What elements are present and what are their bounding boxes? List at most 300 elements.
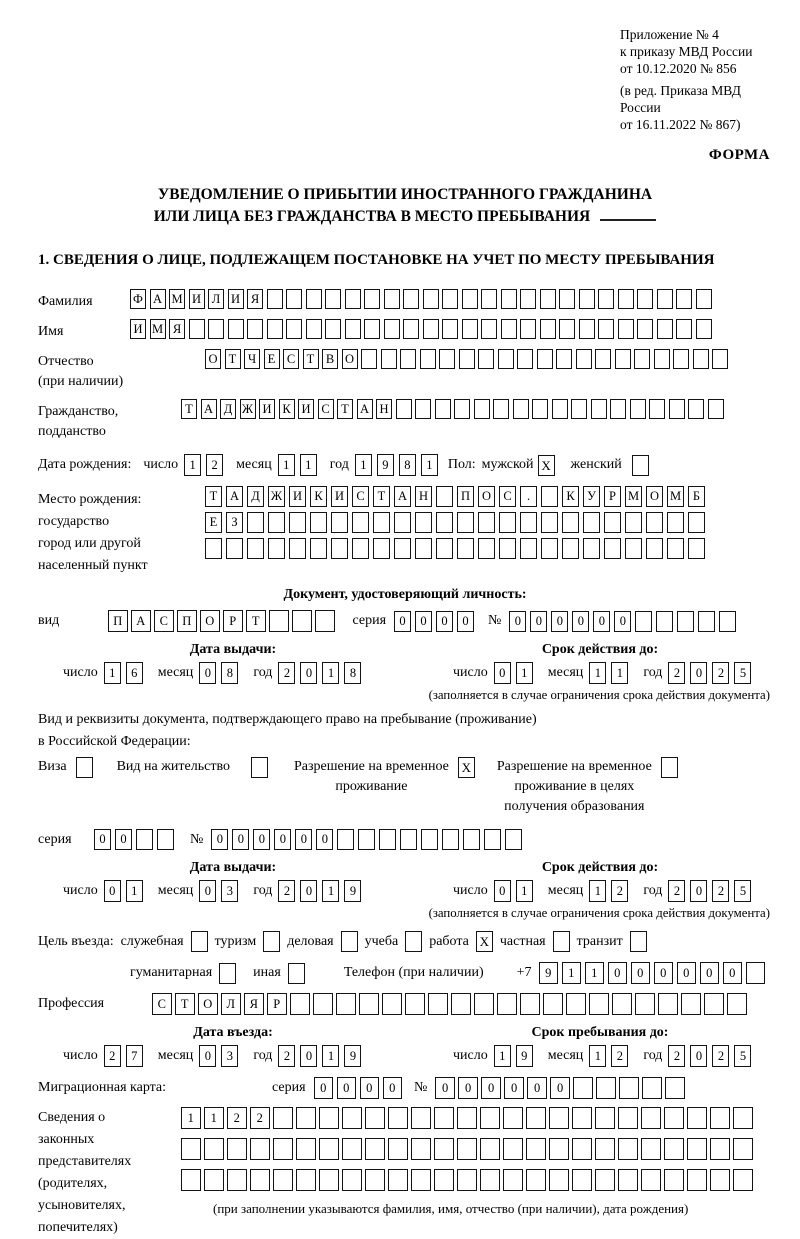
char-cell[interactable]: С xyxy=(152,993,172,1015)
char-cell[interactable] xyxy=(612,993,632,1015)
char-cell[interactable]: 9 xyxy=(344,880,361,902)
char-cell[interactable] xyxy=(462,319,478,339)
char-cell[interactable]: 0 xyxy=(494,880,511,902)
char-cell[interactable]: 2 xyxy=(611,880,628,902)
char-cell[interactable]: К xyxy=(562,486,579,507)
char-cell[interactable] xyxy=(269,610,289,632)
char-cell[interactable] xyxy=(358,829,375,850)
char-cell[interactable] xyxy=(583,512,600,533)
char-cell[interactable] xyxy=(310,538,327,559)
char-cell[interactable] xyxy=(687,1169,707,1191)
char-cell[interactable]: 2 xyxy=(278,662,295,684)
char-cell[interactable] xyxy=(596,1077,616,1099)
char-cell[interactable] xyxy=(484,829,501,850)
char-cell[interactable] xyxy=(352,512,369,533)
char-cell[interactable] xyxy=(373,538,390,559)
char-cell[interactable] xyxy=(423,289,439,309)
char-cell[interactable] xyxy=(618,1138,638,1160)
char-cell[interactable]: Д xyxy=(247,486,264,507)
char-cell[interactable] xyxy=(411,1138,431,1160)
char-cell[interactable]: 2 xyxy=(250,1107,270,1129)
char-cell[interactable] xyxy=(520,512,537,533)
char-cell[interactable]: 9 xyxy=(344,1045,361,1067)
char-cell[interactable] xyxy=(290,993,310,1015)
char-cell[interactable]: Т xyxy=(181,399,197,419)
char-cell[interactable] xyxy=(268,512,285,533)
char-cell[interactable]: 2 xyxy=(611,1045,628,1067)
char-cell[interactable] xyxy=(462,289,478,309)
char-cell[interactable]: 0 xyxy=(550,1077,570,1099)
char-cell[interactable] xyxy=(267,319,283,339)
char-cell[interactable] xyxy=(481,319,497,339)
char-cell[interactable] xyxy=(520,538,537,559)
char-cell[interactable]: М xyxy=(150,319,166,339)
char-cell[interactable]: 1 xyxy=(322,880,339,902)
char-cell[interactable]: 0 xyxy=(723,962,743,984)
char-cell[interactable]: О xyxy=(478,486,495,507)
char-cell[interactable] xyxy=(342,1169,362,1191)
char-cell[interactable] xyxy=(733,1169,753,1191)
char-cell[interactable]: А xyxy=(394,486,411,507)
char-cell[interactable] xyxy=(365,1169,385,1191)
char-cell[interactable]: 0 xyxy=(199,880,216,902)
char-cell[interactable]: 0 xyxy=(593,611,610,632)
char-cell[interactable]: П xyxy=(457,486,474,507)
char-cell[interactable] xyxy=(181,1138,201,1160)
char-cell[interactable] xyxy=(696,319,712,339)
char-cell[interactable]: 1 xyxy=(589,1045,606,1067)
char-cell[interactable] xyxy=(208,319,224,339)
char-cell[interactable] xyxy=(434,1169,454,1191)
sex-male-checkbox[interactable]: X xyxy=(538,455,555,476)
char-cell[interactable] xyxy=(289,538,306,559)
char-cell[interactable] xyxy=(247,538,264,559)
char-cell[interactable]: А xyxy=(226,486,243,507)
char-cell[interactable]: И xyxy=(298,399,314,419)
char-cell[interactable] xyxy=(439,349,455,369)
char-cell[interactable]: И xyxy=(130,319,146,339)
char-cell[interactable] xyxy=(708,399,724,419)
char-cell[interactable]: 0 xyxy=(104,880,121,902)
char-cell[interactable] xyxy=(646,538,663,559)
char-cell[interactable]: 0 xyxy=(295,829,312,850)
char-cell[interactable]: М xyxy=(169,289,185,309)
char-cell[interactable]: 1 xyxy=(611,662,628,684)
char-cell[interactable]: 0 xyxy=(383,1077,403,1099)
char-cell[interactable]: 0 xyxy=(527,1077,547,1099)
char-cell[interactable] xyxy=(136,829,153,850)
char-cell[interactable] xyxy=(630,399,646,419)
char-cell[interactable] xyxy=(687,1138,707,1160)
char-cell[interactable]: К xyxy=(279,399,295,419)
char-cell[interactable] xyxy=(405,993,425,1015)
char-cell[interactable] xyxy=(635,611,652,632)
char-cell[interactable] xyxy=(457,1138,477,1160)
char-cell[interactable]: 0 xyxy=(690,662,707,684)
char-cell[interactable] xyxy=(157,829,174,850)
char-cell[interactable]: 0 xyxy=(199,1045,216,1067)
char-cell[interactable]: 3 xyxy=(221,1045,238,1067)
char-cell[interactable] xyxy=(727,993,747,1015)
char-cell[interactable] xyxy=(657,319,673,339)
char-cell[interactable]: Т xyxy=(373,486,390,507)
char-cell[interactable]: 0 xyxy=(274,829,291,850)
char-cell[interactable] xyxy=(480,1169,500,1191)
purpose-opt2-checkbox[interactable] xyxy=(263,931,280,952)
char-cell[interactable]: 2 xyxy=(278,880,295,902)
char-cell[interactable] xyxy=(681,993,701,1015)
char-cell[interactable]: 0 xyxy=(316,829,333,850)
char-cell[interactable]: 0 xyxy=(457,611,474,632)
char-cell[interactable] xyxy=(664,1169,684,1191)
char-cell[interactable]: 0 xyxy=(654,962,674,984)
char-cell[interactable]: О xyxy=(198,993,218,1015)
char-cell[interactable] xyxy=(595,1107,615,1129)
char-cell[interactable]: Ж xyxy=(268,486,285,507)
char-cell[interactable] xyxy=(403,289,419,309)
char-cell[interactable]: Л xyxy=(221,993,241,1015)
char-cell[interactable] xyxy=(388,1107,408,1129)
char-cell[interactable] xyxy=(457,1169,477,1191)
char-cell[interactable]: 0 xyxy=(253,829,270,850)
char-cell[interactable] xyxy=(247,319,263,339)
char-cell[interactable] xyxy=(451,993,471,1015)
char-cell[interactable] xyxy=(541,486,558,507)
char-cell[interactable] xyxy=(552,399,568,419)
char-cell[interactable]: И xyxy=(289,486,306,507)
char-cell[interactable]: Я xyxy=(169,319,185,339)
char-cell[interactable] xyxy=(541,512,558,533)
char-cell[interactable] xyxy=(562,538,579,559)
char-cell[interactable] xyxy=(457,1107,477,1129)
char-cell[interactable] xyxy=(517,349,533,369)
char-cell[interactable] xyxy=(292,610,312,632)
char-cell[interactable] xyxy=(712,349,728,369)
char-cell[interactable] xyxy=(296,1107,316,1129)
char-cell[interactable]: 1 xyxy=(204,1107,224,1129)
char-cell[interactable] xyxy=(331,538,348,559)
char-cell[interactable] xyxy=(710,1107,730,1129)
char-cell[interactable]: 6 xyxy=(126,662,143,684)
char-cell[interactable] xyxy=(579,319,595,339)
char-cell[interactable]: О xyxy=(646,486,663,507)
char-cell[interactable] xyxy=(543,993,563,1015)
char-cell[interactable] xyxy=(583,538,600,559)
char-cell[interactable] xyxy=(669,399,685,419)
char-cell[interactable]: 9 xyxy=(539,962,559,984)
char-cell[interactable] xyxy=(250,1138,270,1160)
char-cell[interactable] xyxy=(698,611,715,632)
char-cell[interactable]: 2 xyxy=(206,454,223,476)
visa-checkbox[interactable] xyxy=(76,757,93,778)
char-cell[interactable] xyxy=(474,399,490,419)
char-cell[interactable]: 3 xyxy=(221,880,238,902)
char-cell[interactable]: Я xyxy=(247,289,263,309)
char-cell[interactable]: 0 xyxy=(608,962,628,984)
char-cell[interactable]: А xyxy=(131,610,151,632)
char-cell[interactable] xyxy=(572,1169,592,1191)
char-cell[interactable] xyxy=(306,319,322,339)
char-cell[interactable] xyxy=(273,1169,293,1191)
char-cell[interactable] xyxy=(306,289,322,309)
purpose-opt6-checkbox[interactable] xyxy=(553,931,570,952)
char-cell[interactable] xyxy=(411,1169,431,1191)
char-cell[interactable] xyxy=(513,399,529,419)
char-cell[interactable] xyxy=(415,399,431,419)
char-cell[interactable] xyxy=(336,993,356,1015)
char-cell[interactable]: 0 xyxy=(677,962,697,984)
char-cell[interactable] xyxy=(480,1138,500,1160)
char-cell[interactable]: 0 xyxy=(211,829,228,850)
char-cell[interactable] xyxy=(434,1138,454,1160)
char-cell[interactable]: Т xyxy=(225,349,241,369)
char-cell[interactable] xyxy=(579,289,595,309)
char-cell[interactable] xyxy=(403,319,419,339)
char-cell[interactable] xyxy=(688,512,705,533)
char-cell[interactable] xyxy=(562,512,579,533)
char-cell[interactable]: 2 xyxy=(712,662,729,684)
char-cell[interactable] xyxy=(635,993,655,1015)
char-cell[interactable] xyxy=(654,349,670,369)
char-cell[interactable]: 0 xyxy=(115,829,132,850)
char-cell[interactable] xyxy=(396,399,412,419)
char-cell[interactable] xyxy=(595,349,611,369)
char-cell[interactable]: 2 xyxy=(668,662,685,684)
char-cell[interactable]: У xyxy=(583,486,600,507)
char-cell[interactable]: И xyxy=(189,289,205,309)
char-cell[interactable] xyxy=(532,399,548,419)
char-cell[interactable]: 0 xyxy=(360,1077,380,1099)
char-cell[interactable]: 7 xyxy=(126,1045,143,1067)
char-cell[interactable]: 9 xyxy=(377,454,394,476)
char-cell[interactable]: 1 xyxy=(589,880,606,902)
char-cell[interactable] xyxy=(537,349,553,369)
char-cell[interactable]: П xyxy=(177,610,197,632)
char-cell[interactable]: 1 xyxy=(104,662,121,684)
char-cell[interactable]: 5 xyxy=(734,1045,751,1067)
char-cell[interactable] xyxy=(641,1138,661,1160)
char-cell[interactable] xyxy=(646,512,663,533)
char-cell[interactable]: П xyxy=(108,610,128,632)
char-cell[interactable] xyxy=(442,289,458,309)
char-cell[interactable]: Т xyxy=(303,349,319,369)
char-cell[interactable]: 1 xyxy=(355,454,372,476)
char-cell[interactable] xyxy=(268,538,285,559)
char-cell[interactable] xyxy=(526,1138,546,1160)
char-cell[interactable] xyxy=(688,399,704,419)
char-cell[interactable] xyxy=(618,1107,638,1129)
char-cell[interactable] xyxy=(520,993,540,1015)
char-cell[interactable] xyxy=(619,1077,639,1099)
char-cell[interactable]: 0 xyxy=(509,611,526,632)
char-cell[interactable] xyxy=(428,993,448,1015)
char-cell[interactable] xyxy=(315,610,335,632)
char-cell[interactable] xyxy=(411,1107,431,1129)
char-cell[interactable] xyxy=(325,319,341,339)
char-cell[interactable] xyxy=(227,1169,247,1191)
char-cell[interactable]: Ч xyxy=(244,349,260,369)
char-cell[interactable] xyxy=(634,349,650,369)
purpose-opt8-checkbox[interactable] xyxy=(219,963,236,984)
char-cell[interactable]: С xyxy=(352,486,369,507)
char-cell[interactable] xyxy=(228,319,244,339)
char-cell[interactable]: Е xyxy=(264,349,280,369)
char-cell[interactable] xyxy=(365,1138,385,1160)
purpose-opt1-checkbox[interactable] xyxy=(191,931,208,952)
char-cell[interactable] xyxy=(345,319,361,339)
char-cell[interactable]: 0 xyxy=(415,611,432,632)
char-cell[interactable]: А xyxy=(357,399,373,419)
char-cell[interactable]: 0 xyxy=(614,611,631,632)
char-cell[interactable] xyxy=(319,1169,339,1191)
char-cell[interactable] xyxy=(505,829,522,850)
char-cell[interactable]: О xyxy=(342,349,358,369)
char-cell[interactable] xyxy=(598,319,614,339)
char-cell[interactable]: Ф xyxy=(130,289,146,309)
char-cell[interactable]: 1 xyxy=(562,962,582,984)
char-cell[interactable] xyxy=(421,829,438,850)
char-cell[interactable]: 2 xyxy=(227,1107,247,1129)
char-cell[interactable]: Я xyxy=(244,993,264,1015)
char-cell[interactable] xyxy=(556,349,572,369)
char-cell[interactable]: З xyxy=(226,512,243,533)
char-cell[interactable] xyxy=(436,512,453,533)
char-cell[interactable]: Б xyxy=(688,486,705,507)
char-cell[interactable] xyxy=(227,1138,247,1160)
char-cell[interactable]: 0 xyxy=(300,662,317,684)
char-cell[interactable]: 1 xyxy=(181,1107,201,1129)
char-cell[interactable] xyxy=(625,512,642,533)
char-cell[interactable] xyxy=(359,993,379,1015)
char-cell[interactable] xyxy=(503,1169,523,1191)
char-cell[interactable]: 1 xyxy=(300,454,317,476)
char-cell[interactable]: 0 xyxy=(394,611,411,632)
char-cell[interactable] xyxy=(319,1107,339,1129)
char-cell[interactable]: Н xyxy=(376,399,392,419)
char-cell[interactable]: 0 xyxy=(458,1077,478,1099)
char-cell[interactable] xyxy=(205,538,222,559)
char-cell[interactable] xyxy=(526,1169,546,1191)
char-cell[interactable] xyxy=(498,349,514,369)
char-cell[interactable] xyxy=(499,512,516,533)
char-cell[interactable]: 9 xyxy=(516,1045,533,1067)
char-cell[interactable]: С xyxy=(318,399,334,419)
temp-residence-checkbox[interactable]: X xyxy=(458,757,475,778)
char-cell[interactable]: 0 xyxy=(337,1077,357,1099)
char-cell[interactable]: 5 xyxy=(734,880,751,902)
char-cell[interactable] xyxy=(618,319,634,339)
char-cell[interactable]: Р xyxy=(604,486,621,507)
char-cell[interactable]: 0 xyxy=(690,1045,707,1067)
char-cell[interactable] xyxy=(604,512,621,533)
char-cell[interactable] xyxy=(520,289,536,309)
char-cell[interactable] xyxy=(540,319,556,339)
char-cell[interactable] xyxy=(345,289,361,309)
char-cell[interactable] xyxy=(664,1107,684,1129)
char-cell[interactable] xyxy=(423,319,439,339)
char-cell[interactable]: Р xyxy=(223,610,243,632)
char-cell[interactable]: К xyxy=(310,486,327,507)
char-cell[interactable] xyxy=(457,512,474,533)
char-cell[interactable] xyxy=(520,319,536,339)
char-cell[interactable] xyxy=(361,349,377,369)
char-cell[interactable] xyxy=(637,289,653,309)
char-cell[interactable]: 2 xyxy=(712,880,729,902)
char-cell[interactable]: 0 xyxy=(700,962,720,984)
char-cell[interactable]: 5 xyxy=(734,662,751,684)
char-cell[interactable] xyxy=(379,829,396,850)
char-cell[interactable] xyxy=(434,1107,454,1129)
char-cell[interactable]: 8 xyxy=(221,662,238,684)
char-cell[interactable] xyxy=(687,1107,707,1129)
char-cell[interactable] xyxy=(313,993,333,1015)
char-cell[interactable]: 1 xyxy=(516,662,533,684)
char-cell[interactable] xyxy=(478,349,494,369)
char-cell[interactable] xyxy=(400,829,417,850)
char-cell[interactable]: 1 xyxy=(278,454,295,476)
char-cell[interactable]: М xyxy=(667,486,684,507)
char-cell[interactable]: 2 xyxy=(668,880,685,902)
char-cell[interactable] xyxy=(618,1169,638,1191)
char-cell[interactable] xyxy=(589,993,609,1015)
char-cell[interactable]: М xyxy=(625,486,642,507)
char-cell[interactable]: 1 xyxy=(126,880,143,902)
char-cell[interactable]: Р xyxy=(267,993,287,1015)
char-cell[interactable]: 1 xyxy=(585,962,605,984)
char-cell[interactable]: 1 xyxy=(494,1045,511,1067)
char-cell[interactable] xyxy=(442,829,459,850)
char-cell[interactable] xyxy=(247,512,264,533)
char-cell[interactable] xyxy=(342,1107,362,1129)
char-cell[interactable] xyxy=(618,289,634,309)
char-cell[interactable] xyxy=(310,512,327,533)
char-cell[interactable] xyxy=(658,993,678,1015)
char-cell[interactable] xyxy=(503,1107,523,1129)
sex-female-checkbox[interactable] xyxy=(632,455,649,476)
char-cell[interactable] xyxy=(610,399,626,419)
char-cell[interactable] xyxy=(595,1169,615,1191)
char-cell[interactable] xyxy=(656,611,673,632)
char-cell[interactable] xyxy=(572,1138,592,1160)
char-cell[interactable]: О xyxy=(205,349,221,369)
char-cell[interactable] xyxy=(549,1138,569,1160)
char-cell[interactable] xyxy=(676,319,692,339)
char-cell[interactable]: Ж xyxy=(240,399,256,419)
char-cell[interactable] xyxy=(364,289,380,309)
char-cell[interactable] xyxy=(667,512,684,533)
char-cell[interactable]: С xyxy=(283,349,299,369)
char-cell[interactable] xyxy=(382,993,402,1015)
char-cell[interactable] xyxy=(337,829,354,850)
char-cell[interactable] xyxy=(733,1138,753,1160)
char-cell[interactable] xyxy=(478,538,495,559)
char-cell[interactable] xyxy=(388,1169,408,1191)
char-cell[interactable]: Т xyxy=(246,610,266,632)
char-cell[interactable] xyxy=(493,399,509,419)
char-cell[interactable] xyxy=(501,319,517,339)
char-cell[interactable]: Е xyxy=(205,512,222,533)
char-cell[interactable] xyxy=(365,1107,385,1129)
char-cell[interactable]: 0 xyxy=(94,829,111,850)
char-cell[interactable] xyxy=(474,993,494,1015)
char-cell[interactable]: А xyxy=(201,399,217,419)
char-cell[interactable] xyxy=(598,289,614,309)
char-cell[interactable] xyxy=(677,611,694,632)
char-cell[interactable] xyxy=(549,1169,569,1191)
char-cell[interactable]: С xyxy=(499,486,516,507)
char-cell[interactable] xyxy=(442,319,458,339)
char-cell[interactable] xyxy=(420,349,436,369)
